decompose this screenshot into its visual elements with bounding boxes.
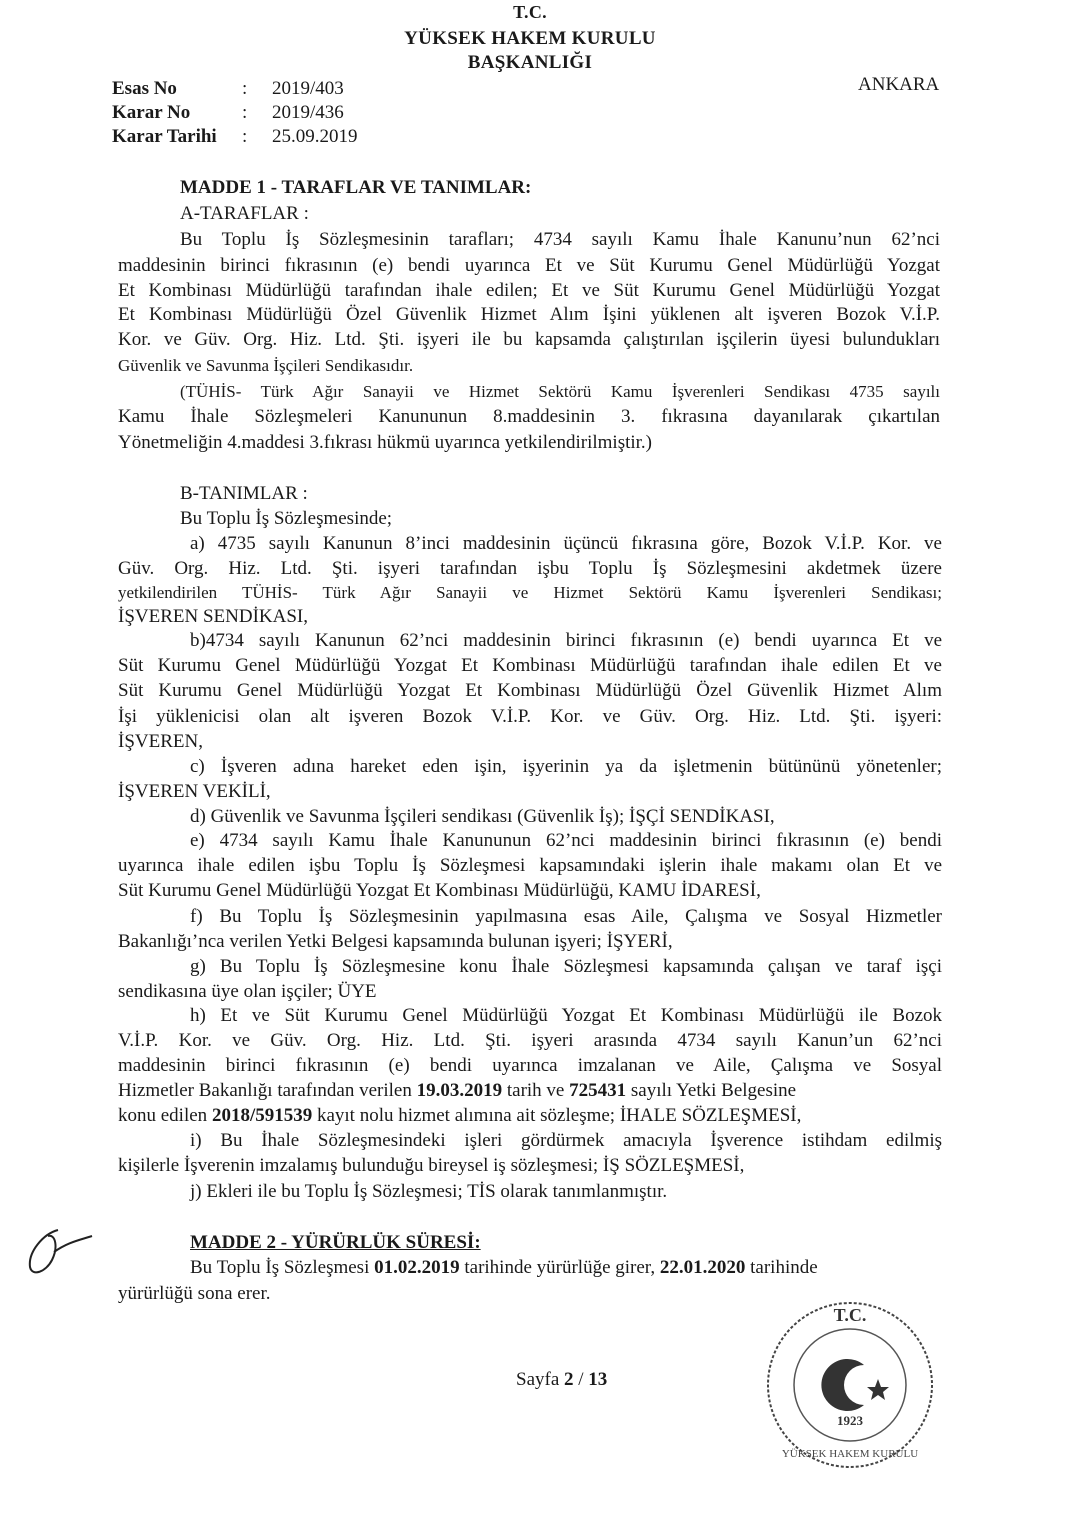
- definition-item-j: j) Ekleri ile bu Toplu İş Sözleşmesi; TİS olarak tanımlanmıştır.: [190, 1181, 668, 1202]
- text-line: kişilerle İşverenin imzalamış bulunduğu bireysel iş sözleşmesi; İŞ SÖZLEŞMESİ,: [118, 1155, 745, 1176]
- madde2-title: [190, 1231, 481, 1255]
- text-line: yürürlüğü sona erer.: [118, 1283, 271, 1304]
- meta-value: 2019/403: [272, 78, 344, 99]
- text-line: i) Bu İhale Sözleşmesindeki işleri gördürmek amacıyla İşverence istihdam edilmiş: [190, 1130, 942, 1151]
- text-line: f) Bu Toplu İş Sözleşmesinin yapılmasına esas Aile, Çalışma ve Sosyal Hizmetler: [190, 906, 942, 927]
- text-line: yetkilendirilen TÜHİS- Türk Ağır Sanayii ve Hizmet Sektörü Kamu İşverenleri Sendikası;: [118, 583, 942, 602]
- text-line: Bu Toplu İş Sözleşmesinin tarafları; 4734 sayılı Kamu İhale Kanunu’nun 62’nci: [180, 229, 940, 250]
- text-line: Güvenlik ve Savunma İşçileri Sendikasıdır.: [118, 356, 414, 375]
- text-line: Süt Kurumu Genel Müdürlüğü Yozgat Et Kombinası Müdürlüğü Özel Güvenlik Hizmet Alım: [118, 680, 942, 701]
- text-segment: kayıt nolu hizmet alımına ait sözleşme; İHALE SÖZLEŞMESİ,: [312, 1105, 802, 1126]
- definition-item-d: d) Güvenlik ve Savunma İşçileri sendikası (Güvenlik İş); İŞÇİ SENDİKASI,: [190, 806, 775, 827]
- text-line: İŞVEREN SENDİKASI,: [118, 606, 308, 627]
- text-line: Kor. ve Güv. Org. Hiz. Ltd. Şti. işyeri ile bu kapsamda çalıştırılan işçilerin üyesi bulundukları: [118, 329, 940, 350]
- page-total: 13: [588, 1369, 608, 1390]
- text-line: Kamu İhale Sözleşmeleri Kanununun 8.maddesinin 3. fıkrasına dayanılarak çıkartılan: [118, 406, 940, 427]
- text-segment: konu edilen: [118, 1105, 212, 1126]
- b-heading: B-TANIMLAR :: [180, 483, 308, 504]
- page-prefix: Sayfa: [516, 1369, 565, 1390]
- text-line: e) 4734 sayılı Kamu İhale Kanununun 62’nci maddesinin birinci fıkrasının (e) bendi: [190, 830, 942, 851]
- text-segment: sayılı Yetki Belgesine: [626, 1080, 797, 1101]
- stamp-top-text: T.C.: [833, 1305, 867, 1325]
- b-intro: Bu Toplu İş Sözleşmesinde;: [180, 508, 393, 529]
- text-line: İŞVEREN,: [118, 731, 203, 752]
- text-segment: tarihinde: [745, 1257, 818, 1278]
- text-line: Yönetmeliğin 4.maddesi 3.fıkrası hükmü uyarınca yetkilendirilmiştir.): [118, 432, 653, 453]
- text-line: c) İşveren adına hareket eden işin, işyerinin ya da işletmenin bütününü yönetenler;: [190, 756, 942, 777]
- text-line: İşi yüklenicisi olan alt işveren Bozok V.İ.P. Kor. ve Güv. Org. Hiz. Ltd. Şti. işyeri:: [118, 706, 942, 727]
- license-date: 19.03.2019: [416, 1080, 503, 1101]
- page-separator: /: [573, 1369, 589, 1390]
- text-line: h) Et ve Süt Kurumu Genel Müdürlüğü Yozgat Et Kombinası Müdürlüğü ile Bozok: [190, 1005, 942, 1026]
- star-icon: [867, 1379, 889, 1400]
- text-line: Et Kombinası Müdürlüğü Özel Güvenlik Hizmet Alım İşini yüklenen alt işveren Bozok V.İ.P.: [118, 304, 940, 325]
- text-line: maddesinin birinci fıkrasının (e) bendi uyarınca Et ve Süt Kurumu Genel Müdürlüğü Yozgat: [118, 255, 940, 276]
- page-number: [516, 1368, 607, 1392]
- stamp-ring-text: YÜKSEK HAKEM KURULU: [781, 1448, 919, 1460]
- header-institution: YÜKSEK HAKEM KURULU: [404, 28, 656, 49]
- madde1-title: MADDE 1 - TARAFLAR VE TANIMLAR:: [180, 177, 532, 198]
- text-line: a) 4735 sayılı Kanunun 8’inci maddesinin üçüncü fıkrasına göre, Bozok V.İ.P. Kor. ve: [190, 533, 942, 554]
- text-line: [118, 1079, 796, 1103]
- a-heading: A-TARAFLAR :: [180, 203, 309, 224]
- meta-colon: :: [242, 102, 248, 123]
- text-line: Süt Kurumu Genel Müdürlüğü Yozgat Et Kombinası Müdürlüğü, KAMU İDARESİ,: [118, 880, 761, 901]
- text-line: Süt Kurumu Genel Müdürlüğü Yozgat Et Kombinası Müdürlüğü tarafından ihale edilen Et ve: [118, 655, 942, 676]
- text-line: uyarınca ihale edilen işbu Toplu İş Sözleşmesi kapsamındaki işlerin ihale makamı olan Et ve: [118, 855, 942, 876]
- text-line: g) Bu Toplu İş Sözleşmesine konu İhale Sözleşmesi kapsamında çalışan ve taraf işçi: [190, 956, 942, 977]
- header-tc: T.C.: [513, 2, 547, 22]
- text-line: V.İ.P. Kor. ve Güv. Org. Hiz. Ltd. Şti. işyeri arasında 4734 sayılı Kanun’un 62’nci: [118, 1030, 942, 1051]
- start-date: 01.02.2019: [374, 1257, 460, 1278]
- page-current: 2: [564, 1369, 574, 1390]
- header-presidency: BAŞKANLIĞI: [467, 52, 593, 73]
- license-number: 725431: [569, 1080, 627, 1101]
- text-line: sendikasına üye olan işçiler; ÜYE: [118, 981, 377, 1002]
- text-segment: Hizmetler Bakanlığı tarafından verilen: [118, 1080, 417, 1101]
- madde2-title-text: MADDE 2 - YÜRÜRLÜK SÜRESİ:: [190, 1232, 481, 1253]
- text-segment: Bu Toplu İş Sözleşmesi: [190, 1257, 375, 1278]
- signature-mark: [18, 1222, 98, 1282]
- header-city: ANKARA: [858, 74, 940, 95]
- text-segment: tarihinde yürürlüğe girer,: [459, 1257, 660, 1278]
- meta-label: Karar No: [112, 102, 191, 123]
- text-line: İŞVEREN VEKİLİ,: [118, 781, 271, 802]
- meta-colon: :: [242, 78, 248, 99]
- registration-number: 2018/591539: [211, 1105, 313, 1126]
- meta-label: Karar Tarihi: [112, 126, 217, 147]
- text-line: maddesinin birinci fıkrasının (e) bendi uyarınca imzalanan ve Aile, Çalışma ve Sosyal: [118, 1055, 942, 1076]
- meta-value: 25.09.2019: [272, 126, 358, 147]
- official-stamp: [760, 1295, 940, 1475]
- end-date: 22.01.2020: [659, 1257, 746, 1278]
- meta-colon: :: [242, 126, 248, 147]
- meta-value: 2019/436: [272, 102, 344, 123]
- text-line: [190, 1256, 950, 1280]
- text-line: [118, 1104, 801, 1128]
- text-line: Et Kombinası Müdürlüğü tarafından ihale edilen; Et ve Süt Kurumu Genel Müdürlüğü Yozgat: [118, 280, 940, 301]
- text-line: Bakanlığı’nca verilen Yetki Belgesi kapsamında bulunan işyeri; İŞYERİ,: [118, 931, 673, 952]
- stamp-year: 1923: [837, 1413, 863, 1428]
- meta-label: Esas No: [112, 78, 177, 99]
- text-line: Güv. Org. Hiz. Ltd. Şti. işyeri tarafından işbu Toplu İş Sözleşmesini akdetmek üzere: [118, 558, 942, 579]
- text-line: b)4734 sayılı Kanunun 62’nci maddesinin birinci fıkrasının (e) bendi uyarınca Et ve: [190, 630, 942, 651]
- crescent-icon: [821, 1359, 864, 1411]
- text-segment: tarih ve: [502, 1080, 570, 1101]
- text-line: (TÜHİS- Türk Ağır Sanayii ve Hizmet Sektörü Kamu İşverenleri Sendikası 4735 sayılı: [180, 382, 940, 401]
